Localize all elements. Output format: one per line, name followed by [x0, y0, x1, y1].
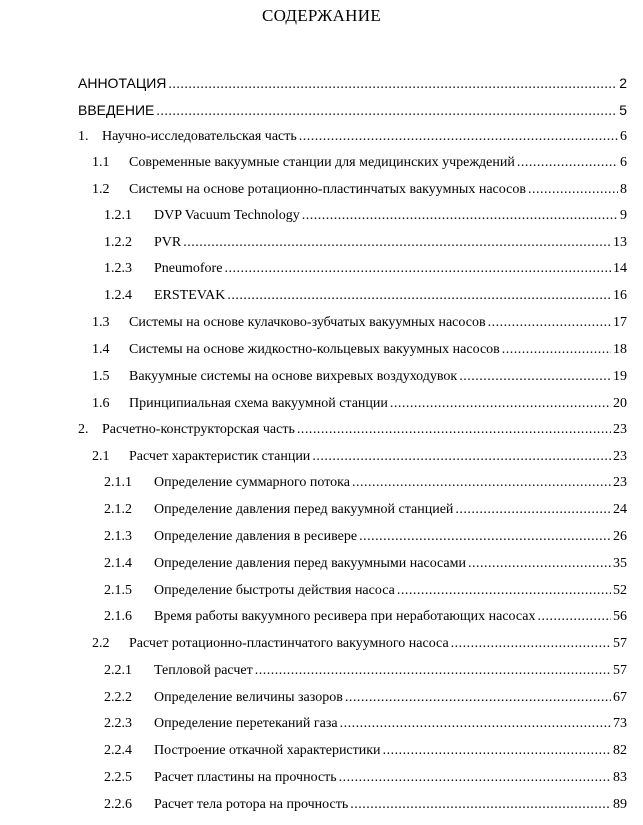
dot-leader — [312, 448, 611, 466]
dot-leader — [345, 689, 611, 707]
toc-entry — [92, 395, 627, 413]
toc-entry-title: Расчет пластины на прочность — [154, 770, 337, 785]
toc-entry-title: ВВЕДЕНИЕ — [78, 102, 155, 118]
toc-entry — [104, 769, 627, 787]
toc-entry-title: Определение перетеканий газа — [154, 716, 338, 731]
dot-leader — [383, 742, 611, 760]
toc-entry-page: 14 — [613, 261, 627, 276]
toc-entry-page: 13 — [613, 235, 627, 250]
toc-entry-number: 2.1.5 — [104, 583, 132, 598]
toc-entry-page: 8 — [620, 182, 627, 197]
toc-entry-title: Pneumofore — [154, 261, 223, 276]
toc-entry — [104, 742, 627, 760]
dot-leader — [451, 635, 611, 653]
dot-leader — [156, 103, 617, 121]
toc-entry-number: 2.2.1 — [104, 663, 132, 678]
toc-entry-title: Построение откачной характеристики — [154, 743, 381, 758]
toc-entry-number: 2.1.3 — [104, 529, 132, 544]
dot-leader — [352, 474, 611, 492]
dot-leader — [397, 582, 611, 600]
dot-leader — [502, 341, 611, 359]
toc-entry — [92, 368, 627, 386]
toc-entry-title: Современные вакуумные станции для медицинских учреждений — [129, 155, 515, 170]
toc-entry-page: 56 — [613, 609, 627, 624]
toc-entry-number: 1.2.2 — [104, 235, 132, 250]
dot-leader — [224, 260, 611, 278]
toc-entry — [104, 528, 627, 546]
toc-entry-page: 19 — [613, 369, 627, 384]
toc-entry-number: 1.2.4 — [104, 288, 132, 303]
toc-entry-page: 18 — [613, 342, 627, 357]
toc-entry-number: 2. — [78, 422, 89, 437]
toc-entry-page: 83 — [613, 770, 627, 785]
toc-entry-title: Расчет тела ротора на прочность — [154, 797, 349, 812]
toc-entry — [78, 128, 627, 146]
dot-leader — [488, 314, 611, 332]
toc-entry — [92, 314, 627, 332]
toc-entry — [104, 715, 627, 733]
toc-entry-page: 17 — [613, 315, 627, 330]
toc-entry-number: 1. — [78, 129, 89, 144]
toc-entry-page: 6 — [620, 129, 627, 144]
toc-entry — [104, 582, 627, 600]
dot-leader — [468, 555, 611, 573]
toc-entry-page: 23 — [613, 475, 627, 490]
toc-entry-page: 57 — [613, 663, 627, 678]
toc-entry — [78, 421, 627, 439]
toc-entry-title: Расчет ротационно-пластинчатого вакуумного насоса — [129, 636, 449, 651]
dot-leader — [517, 154, 618, 172]
toc-entry-page: 2 — [619, 75, 627, 91]
toc-entry — [104, 287, 627, 305]
toc-entry — [104, 689, 627, 707]
toc-entry — [104, 234, 627, 252]
toc-entry — [104, 474, 627, 492]
dot-leader — [227, 287, 611, 305]
toc-entry — [104, 207, 627, 225]
toc-entry-number: 2.2.2 — [104, 690, 132, 705]
dot-leader — [255, 662, 611, 680]
toc-entry-number: 1.3 — [92, 315, 110, 330]
toc-entry-page: 23 — [613, 422, 627, 437]
toc-entry-title: АННОТАЦИЯ — [78, 75, 167, 91]
toc-entry-title: Время работы вакуумного ресивера при неработающих насосах — [154, 609, 536, 624]
dot-leader — [538, 608, 612, 626]
toc-entry — [78, 101, 627, 121]
toc-entry — [92, 448, 627, 466]
toc-entry-title: ERSTEVAK — [154, 288, 226, 303]
toc-entry-number: 1.1 — [92, 155, 110, 170]
toc-entry-page: 73 — [613, 716, 627, 731]
toc-entry-title: Определение суммарного потока — [154, 475, 350, 490]
toc-entry-number: 2.2.4 — [104, 743, 132, 758]
dot-leader — [350, 796, 611, 814]
toc-entry-page: 26 — [613, 529, 627, 544]
dot-leader — [390, 395, 611, 413]
toc-entry-number: 2.2.3 — [104, 716, 132, 731]
toc-entry-page: 5 — [619, 102, 627, 118]
toc-entry — [104, 796, 627, 814]
toc-entry-title: Тепловой расчет — [154, 663, 253, 678]
toc-entry-page: 23 — [613, 449, 627, 464]
toc-entry — [78, 74, 627, 94]
toc-entry — [104, 555, 627, 573]
toc-entry — [92, 181, 627, 199]
toc-entry-number: 2.1.4 — [104, 556, 132, 571]
toc-entry-number: 2.1.1 — [104, 475, 132, 490]
toc-entry-page: 52 — [613, 583, 627, 598]
dot-leader — [359, 528, 611, 546]
toc-entry-title: Научно-исследовательская часть — [102, 129, 297, 144]
toc-entry-number: 2.2 — [92, 636, 110, 651]
page-title: СОДЕРЖАНИЕ — [261, 6, 382, 25]
toc-entry-page: 82 — [613, 743, 627, 758]
toc-entry-title: Определение давления перед вакуумной станцией — [154, 502, 454, 517]
toc-entry — [104, 662, 627, 680]
toc-entry-title: Системы на основе ротационно-пластинчатых вакуумных насосов — [129, 182, 526, 197]
toc-entry-title: Расчетно-конструкторская часть — [102, 422, 295, 437]
dot-leader — [459, 368, 611, 386]
toc-entry-number: 2.1.6 — [104, 609, 132, 624]
toc-entry-number: 1.5 — [92, 369, 110, 384]
toc-entry-number: 2.1 — [92, 449, 110, 464]
toc-entry-page: 89 — [613, 797, 627, 812]
dot-leader — [528, 181, 618, 199]
dot-leader — [183, 234, 611, 252]
toc-entry-page: 16 — [613, 288, 627, 303]
toc-entry-page: 67 — [613, 690, 627, 705]
dot-leader — [299, 128, 618, 146]
toc-entry-number: 2.2.5 — [104, 770, 132, 785]
toc-entry-title: Системы на основе кулачково-зубчатых вакуумных насосов — [129, 315, 486, 330]
toc-entry-title: Определение величины зазоров — [154, 690, 343, 705]
toc-entry — [92, 154, 627, 172]
toc-entry-title: Расчет характеристик станции — [129, 449, 311, 464]
toc-entry — [92, 635, 627, 653]
toc-entry-page: 57 — [613, 636, 627, 651]
toc-entry-number: 2.2.6 — [104, 797, 132, 812]
toc-entry — [104, 501, 627, 519]
dot-leader — [455, 501, 611, 519]
toc-entry-number: 1.6 — [92, 396, 110, 411]
toc-entry — [104, 260, 627, 278]
toc-entry-number: 1.2.1 — [104, 208, 132, 223]
toc-entry-number: 2.1.2 — [104, 502, 132, 517]
toc-entry-page: 35 — [613, 556, 627, 571]
toc-entry — [104, 608, 627, 626]
toc-entry-title: Определение давления в ресивере — [154, 529, 358, 544]
dot-leader — [302, 207, 618, 225]
toc-entry-page: 6 — [620, 155, 627, 170]
dot-leader — [297, 421, 611, 439]
toc-entry-title: Определение быстроты действия насоса — [154, 583, 395, 598]
toc-entry-page: 20 — [613, 396, 627, 411]
toc-entry-title: PVR — [154, 235, 182, 250]
toc-entry — [92, 341, 627, 359]
toc-entry-title: DVP Vacuum Technology — [154, 208, 300, 223]
toc-entry-number: 1.2 — [92, 182, 110, 197]
dot-leader — [168, 76, 617, 94]
toc-entry-title: Вакуумные системы на основе вихревых воздуходувок — [129, 369, 458, 384]
toc-entry-title: Системы на основе жидкостно-кольцевых вакуумных насосов — [129, 342, 500, 357]
dot-leader — [339, 769, 611, 787]
toc-entry-number: 1.4 — [92, 342, 110, 357]
toc-entry-page: 24 — [613, 502, 627, 517]
toc-entry-number: 1.2.3 — [104, 261, 132, 276]
toc-entry-title: Определение давления перед вакуумными насосами — [154, 556, 466, 571]
dot-leader — [340, 715, 611, 733]
toc-entry-page: 9 — [620, 208, 627, 223]
toc-entry-title: Принципиальная схема вакуумной станции — [129, 396, 388, 411]
